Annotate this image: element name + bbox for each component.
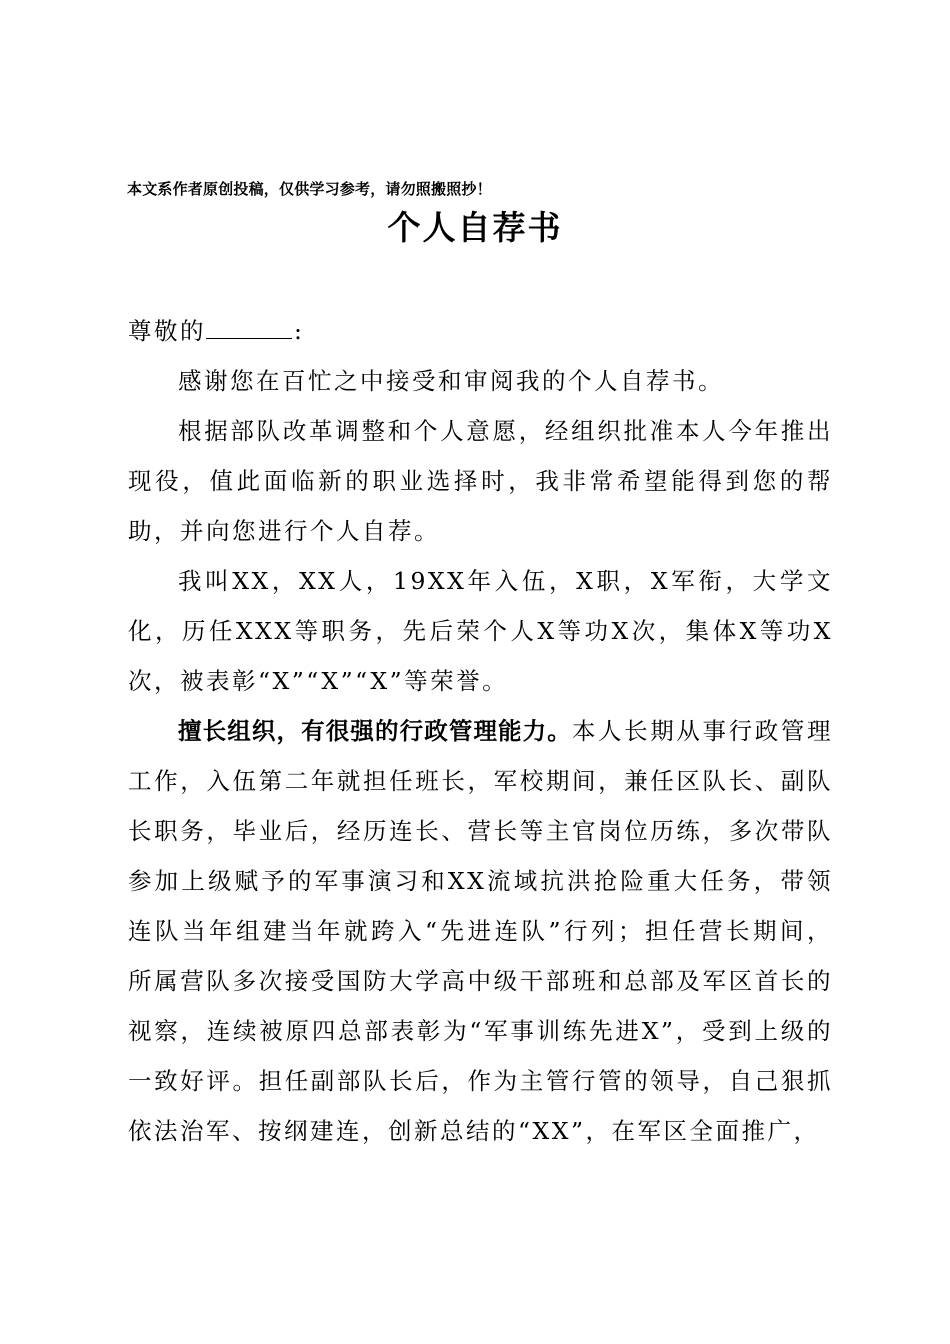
document-title: 个人自荐书 — [387, 208, 563, 247]
copyright-notice: 本文系作者原创投稿，仅供学习参考，请勿照搬照抄！ — [127, 180, 492, 198]
paragraph-profile: 我叫XX，XX人，19XX年入伍，X职，X军衔，大学文化，历任XXX等职务，先后荣个人X等功X次，集体X等功X次，被表彰“X”“X”“X”等荣誉。 — [128, 567, 833, 695]
salutation-prefix: 尊敬的 — [128, 317, 206, 345]
paragraph-management — [128, 706, 833, 1156]
document-body — [128, 306, 833, 1156]
paragraph-intent: 根据部队改革调整和个人意愿，经组织批准本人今年推出现役，值此面临新的职业选择时，我非常希望能得到您的帮助，并向您进行个人自荐。 — [128, 417, 833, 545]
paragraph-thanks: 感谢您在百忙之中接受和审阅我的个人自荐书。 — [178, 367, 724, 395]
recipient-blank-line — [206, 308, 292, 339]
paragraph-management-body: 本人长期从事行政管理工作，入伍第二年就担任班长，军校期间，兼任区队长、副队长职务，毕业后，经历连长、营长等主官岗位历练，多次带队参加上级赋予的军事演习和XX流域抗洪抢险重大任务，带领连队当年组建当年就跨入“先进连队”行列；担任营长期间，所属营队多次接受国防大学高中级干部班和总部及军区首长的视察，连续被原四总部表彰为“军事训练先进X”，受到上级的一致好评。担任副部队长后，作为主管行管的领导，自己狠抓依法治军、按纲建连，创新总结的“XX”，在军区全面推广， — [128, 717, 834, 1145]
salutation-suffix: : — [294, 317, 305, 345]
paragraph-management-heading: 擅长组织，有很强的行政管理能力。 — [178, 717, 572, 745]
salutation — [128, 306, 833, 356]
